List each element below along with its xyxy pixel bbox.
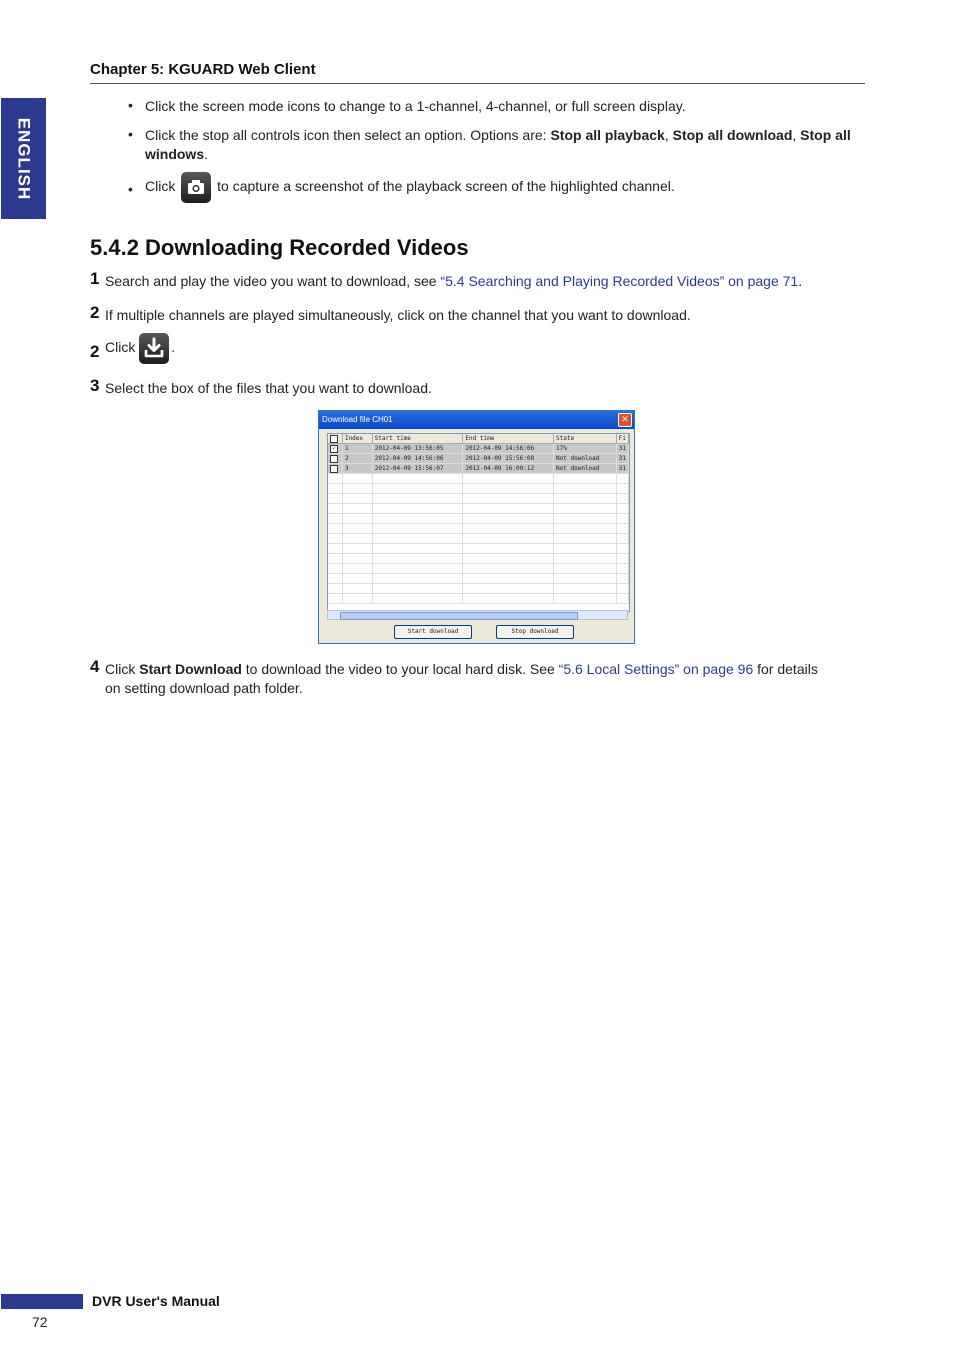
empty-cell [616,564,628,574]
select-all-checkbox[interactable] [330,435,338,443]
empty-cell [616,524,628,534]
table-row [328,584,629,594]
stop-download-button[interactable]: Stop download [496,625,574,639]
empty-cell [372,514,463,524]
download-icon [139,333,169,364]
empty-cell [372,574,463,584]
empty-cell [342,484,372,494]
empty-cell [342,584,372,594]
empty-cell [616,574,628,584]
bullet-marker: • [128,126,133,142]
empty-cell [328,594,342,604]
table-row [328,534,629,544]
table-header-row [328,434,629,444]
cell-fi: 31 [616,444,628,454]
empty-cell [463,554,554,564]
empty-cell [554,484,617,494]
link-local-settings[interactable]: “5.6 Local Settings” on page 96 [558,661,754,677]
bullet-text: Click the stop all controls icon then select an option. Options are: [145,127,551,143]
column-end-time[interactable]: End time [463,434,554,444]
empty-cell [372,484,463,494]
row-select-cell [328,454,342,464]
separator: , [664,127,673,143]
page-number: 72 [32,1314,48,1330]
empty-cell [328,504,342,514]
separator: , [792,127,801,143]
empty-cell [463,584,554,594]
table-row [328,504,629,514]
empty-cell [616,554,628,564]
table-row [328,564,629,574]
empty-cell [554,524,617,534]
step-text: on setting download path folder. [105,680,303,696]
cell-end: 2012-04-09 14:56:06 [463,444,554,454]
empty-cell [554,574,617,584]
language-tab [1,98,46,219]
empty-cell [342,504,372,514]
bullet-marker: • [128,181,133,197]
empty-cell [554,514,617,524]
step-number: 4 [90,657,100,676]
cell-index: 1 [342,444,372,454]
table-row [328,514,629,524]
row-checkbox[interactable]: ✓ [330,445,338,453]
table-row [328,474,629,484]
footer-title: DVR User's Manual [92,1293,220,1309]
step-text: Click [105,661,140,677]
cell-state: 17% [554,444,617,454]
empty-cell [554,584,617,594]
horizontal-scrollbar[interactable] [327,610,628,620]
step-search-play [105,272,865,291]
dialog-title: Download file CH01 [322,415,393,424]
empty-cell [463,524,554,534]
empty-cell [328,514,342,524]
empty-cell [372,504,463,514]
empty-cell [616,584,628,594]
close-icon[interactable]: ✕ [618,413,632,427]
table-row [328,574,629,584]
empty-cell [616,594,628,604]
empty-cell [328,544,342,554]
empty-cell [616,494,628,504]
bullet-stop-all [145,126,860,164]
row-checkbox[interactable] [330,465,338,473]
table-row [328,524,629,534]
section-title: 5.4.2 Downloading Recorded Videos [90,235,469,260]
empty-cell [463,514,554,524]
empty-cell [463,594,554,604]
table-row [328,554,629,564]
table-row[interactable] [328,444,629,454]
empty-cell [328,554,342,564]
file-list-table [327,433,630,612]
empty-cell [463,534,554,544]
step-number: 3 [90,376,100,395]
step-text: to download the video to your local hard disk. See [241,661,559,677]
step-text: Search and play the video you want to download, see [105,273,441,289]
period: . [171,339,176,355]
step-text: for details [753,661,818,677]
empty-cell [342,474,372,484]
option-stop-all-playback: Stop all playback [550,127,665,143]
period: . [204,146,209,162]
empty-cell [616,484,628,494]
table-row [328,494,629,504]
empty-cell [616,534,628,544]
step-start-download [105,660,865,698]
cell-start: 2012-04-09 13:56:05 [372,444,463,454]
empty-cell [554,554,617,564]
empty-cell [328,484,342,494]
empty-cell [554,564,617,574]
table-row [328,484,629,494]
empty-cell [372,474,463,484]
empty-cell [372,564,463,574]
column-fi[interactable]: Fi [616,434,628,444]
option-stop-all-download: Stop all download [672,127,793,143]
bullet-marker: • [128,97,133,113]
table-row[interactable] [328,454,629,464]
cell-fi: 31 [616,464,628,474]
empty-cell [372,494,463,504]
start-download-label: Start Download [139,661,242,677]
empty-cell [463,574,554,584]
row-select-cell [328,464,342,474]
empty-cell [554,504,617,514]
scrollbar-thumb[interactable] [340,612,578,620]
step-select-files: Select the box of the files that you want to download. [105,380,432,396]
empty-cell [328,564,342,574]
column-index[interactable]: Index [342,434,372,444]
empty-cell [554,544,617,554]
empty-cell [463,564,554,574]
column-start-time[interactable]: Start time [372,434,463,444]
empty-cell [372,524,463,534]
empty-cell [328,534,342,544]
empty-cell [554,494,617,504]
step-text: Click [105,339,136,355]
start-download-button[interactable]: Start download [394,625,472,639]
step-select-channel: If multiple channels are played simultaneously, click on the channel that you want to download. [105,307,691,323]
link-searching-playing[interactable]: “5.4 Searching and Playing Recorded Videos” on page 71 [440,273,799,289]
bullet-text: to capture a screenshot of the playback screen of the highlighted channel. [217,178,675,194]
column-state[interactable]: State [554,434,617,444]
empty-cell [616,514,628,524]
empty-cell [372,594,463,604]
empty-cell [328,474,342,484]
empty-cell [616,544,628,554]
cell-index: 2 [342,454,372,464]
step-click-download [105,331,865,364]
cell-start: 2012-04-09 15:56:07 [372,464,463,474]
step-number: 2 [90,303,100,322]
bullet-screen-mode: Click the screen mode icons to change to a 1-channel, 4-channel, or full screen display. [145,98,686,114]
download-file-dialog [318,410,635,644]
empty-cell [342,534,372,544]
cell-end: 2012-04-09 15:56:08 [463,454,554,464]
empty-cell [372,544,463,554]
footer-bar [1,1294,83,1309]
empty-cell [342,524,372,534]
cell-state: Not download [554,454,617,464]
empty-cell [328,584,342,594]
empty-cell [616,504,628,514]
empty-cell [342,514,372,524]
table-row [328,544,629,554]
empty-cell [342,564,372,574]
empty-cell [463,504,554,514]
header-divider [90,83,865,84]
empty-cell [342,594,372,604]
empty-cell [342,554,372,564]
empty-cell [342,574,372,584]
cell-index: 3 [342,464,372,474]
empty-cell [328,494,342,504]
chapter-title: Chapter 5: KGUARD Web Client [90,61,316,78]
table-row[interactable] [328,464,629,474]
row-checkbox[interactable] [330,455,338,463]
language-tab-label: ENGLISH [14,117,34,200]
bullet-text: Click [145,178,176,194]
period: . [798,273,803,289]
empty-cell [372,534,463,544]
empty-cell [616,474,628,484]
row-select-cell [328,444,342,454]
step-number: 1 [90,269,100,288]
empty-cell [328,574,342,584]
empty-cell [342,544,372,554]
empty-cell [554,594,617,604]
option-stop-all-windows: Stop all windows [145,127,851,162]
empty-cell [554,474,617,484]
camera-icon [181,172,211,203]
empty-cell [463,544,554,554]
empty-cell [342,494,372,504]
cell-state: Not download [554,464,617,474]
empty-cell [328,524,342,534]
bullet-screenshot [145,170,860,203]
empty-cell [463,484,554,494]
table-row [328,594,629,604]
cell-fi: 31 [616,454,628,464]
dialog-titlebar [319,411,634,429]
cell-start: 2012-04-09 14:56:06 [372,454,463,464]
empty-cell [554,534,617,544]
empty-cell [463,494,554,504]
empty-cell [372,584,463,594]
column-select-all[interactable] [328,434,342,444]
empty-cell [463,474,554,484]
step-number: 2 [90,342,100,361]
empty-cell [372,554,463,564]
cell-end: 2012-04-09 16:00:12 [463,464,554,474]
